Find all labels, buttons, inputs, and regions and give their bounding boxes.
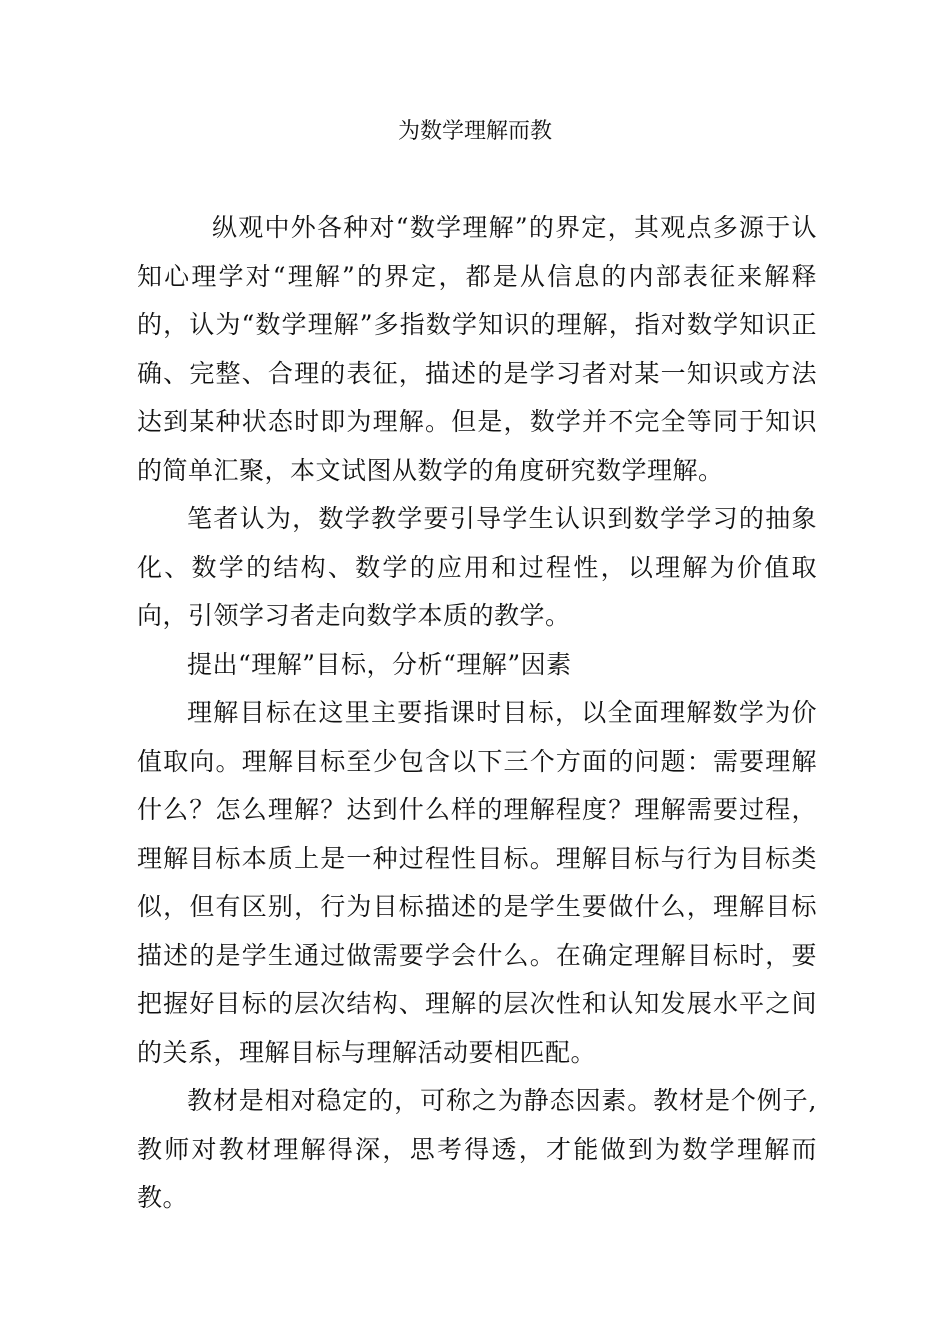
document-title: 为数学理解而教 bbox=[397, 119, 552, 144]
section-heading: 提出“理解”目标，分析“理解”因素 bbox=[187, 649, 572, 679]
paragraph-intro: 纵观中外各种对“数学理解”的界定，其观点多源于认知心理学对“理解”的界定，都是从信息的内部表征来解释的，认为“数学理解”多指数学知识的理解，指对数学知识正确、完整、合理的表征，描述的是学习者对某一知识或方法达到某种状态时即为理解。但是，数学并不完全等同于知识的简单汇聚，本文试图从数学的角度研究数学理解。 bbox=[137, 213, 817, 485]
paragraph-author-view: 笔者认为，数学教学要引导学生认识到数学学习的抽象化、数学的结构、数学的应用和过程性，以理解为价值取向，引领学习者走向数学本质的教学。 bbox=[137, 504, 817, 630]
paragraph-understanding-goals: 理解目标在这里主要指课时目标，以全面理解数学为价值取向。理解目标至少包含以下三个方面的问题：需要理解什么？怎么理解？达到什么样的理解程度？理解需要过程，理解目标本质上是一种过程性目标。理解目标与行为目标类似，但有区别，行为目标描述的是学生要做什么，理解目标描述的是学生通过做需要学会什么。在确定理解目标时，要把握好目标的层次结构、理解的层次性和认知发展水平之间的关系，理解目标与理解活动要相匹配。 bbox=[137, 698, 817, 1067]
paragraph-textbook: 教材是相对稳定的，可称之为静态因素。教材是个例子,教师对教材理解得深，思考得透，才能做到为数学理解而教。 bbox=[137, 1086, 817, 1212]
document-body bbox=[137, 204, 817, 1223]
